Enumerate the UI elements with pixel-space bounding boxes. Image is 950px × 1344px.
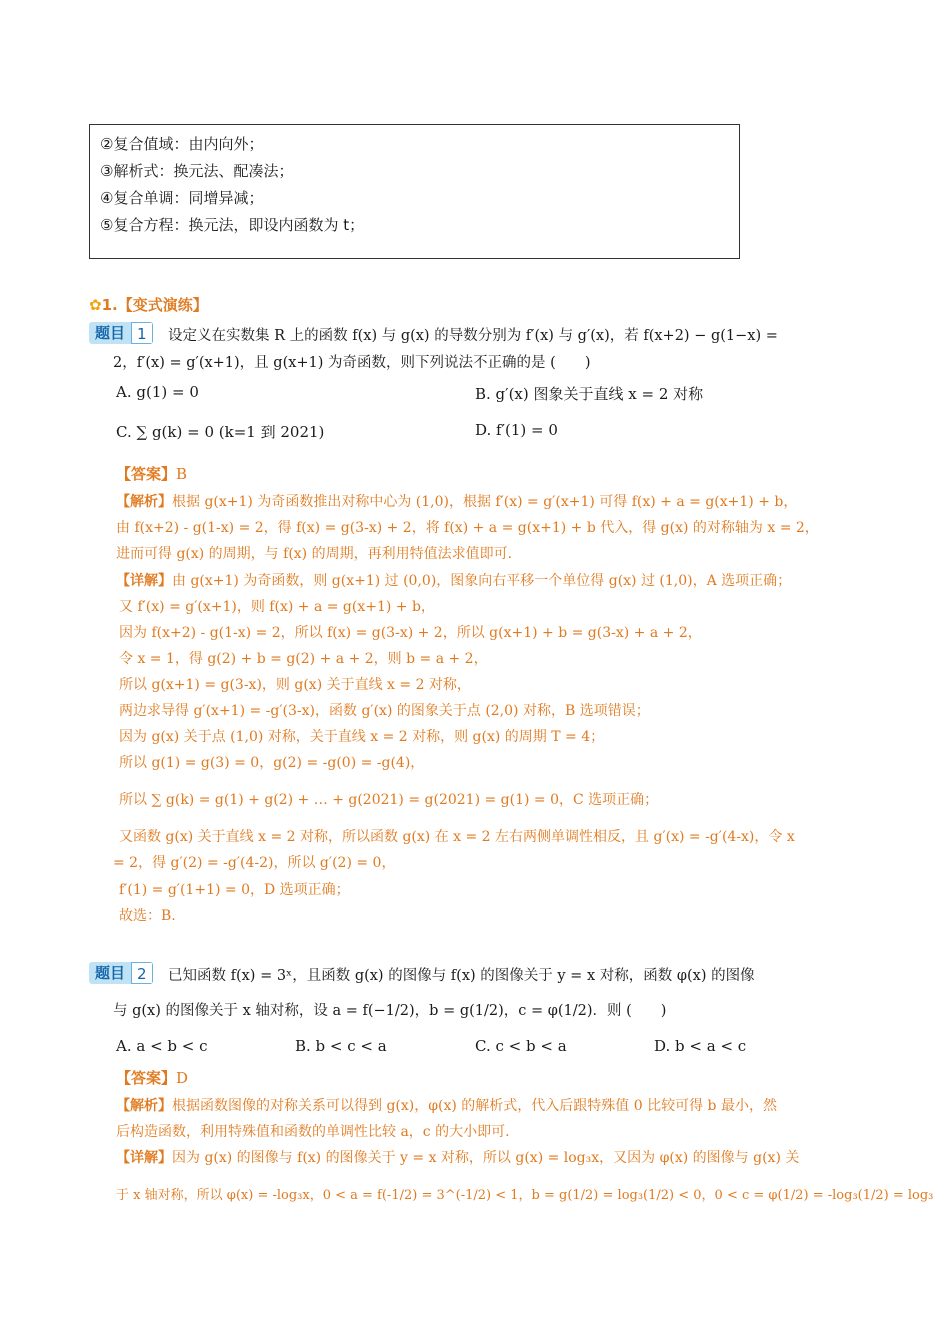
- q1-detail-line: 两边求导得 g′(x+1) = -g′(3-x)，函数 g′(x) 的图象关于点 (2,0) 对称，B 选项错误；: [119, 703, 650, 719]
- q2-stem-line: 与 g(x) 的图像关于 x 轴对称，设 a = f(−1/2)，b = g(1/2)，c = φ(1/2)．则 ( ): [113, 1003, 667, 1019]
- q1-option-b: B. g′(x) 图象关于直线 x = 2 对称: [475, 385, 704, 403]
- q1-detail-line: = 2，得 g′(2) = -g′(4-2)，所以 g′(2) = 0，: [113, 855, 396, 871]
- q1-option-d: D. f′(1) = 0: [475, 421, 558, 439]
- question-tag: [89, 322, 153, 344]
- q1-detail-line: 所以 g(1) = g(3) = 0，g(2) = -g(0) = -g(4)，: [119, 755, 425, 771]
- q1-analysis-line: 【解析】根据 g(x+1) 为奇函数推出对称中心为 (1,0)，根据 f′(x) = g′(x+1) 可得 f(x) + a = g(x+1) + b，: [116, 494, 798, 510]
- q1-option-c: C. ∑ g(k) = 0 (k=1 到 2021): [116, 423, 325, 441]
- q1-detail-line: 又函数 g(x) 关于直线 x = 2 对称，所以函数 g(x) 在 x = 2 左右两侧单调性相反，且 g′(x) = -g′(4-x)，令 x: [119, 829, 795, 845]
- q1-stem-line: 设定义在实数集 R 上的函数 f(x) 与 g(x) 的导数分别为 f′(x) 与 g′(x)，若 f(x+2) − g(1−x) =: [168, 328, 778, 344]
- q2-analysis-line: 后构造函数，利用特殊值和函数的单调性比较 a，c 的大小即可.: [116, 1124, 510, 1140]
- summary-line: ③解析式：换元法、配凑法；: [100, 162, 294, 180]
- summary-line: ④复合单调：同增异减；: [100, 189, 264, 207]
- q1-detail-line: 又 f′(x) = g′(x+1)，则 f(x) + a = g(x+1) + b，: [119, 599, 435, 615]
- q1-detail-line: 因为 f(x+2) - g(1-x) = 2，所以 f(x) = g(3-x) + 2，所以 g(x+1) + b = g(3-x) + a + 2，: [119, 625, 702, 641]
- flower-icon: ✿: [89, 296, 102, 314]
- q2-detail-line: 于 x 轴对称，所以 φ(x) = -log₃x，0 < a = f(-1/2) = 3^(-1/2) < 1，b = g(1/2) = log₃(1/2) < 0，0 < c = φ(1/2) = -log₃(1/2) = log₃: [116, 1188, 934, 1203]
- question-tag-number: 1: [131, 322, 153, 344]
- q2-detail-line: 【详解】因为 g(x) 的图像与 f(x) 的图像关于 y = x 对称，所以 g(x) = log₃x，又因为 φ(x) 的图像与 g(x) 关: [116, 1150, 800, 1166]
- q1-stem-line: 2，f′(x) = g′(x+1)，且 g(x+1) 为奇函数，则下列说法不正确的是 ( ): [113, 355, 591, 371]
- summary-line: ②复合值域：由内向外；: [100, 135, 264, 153]
- q2-answer: 【答案】D: [116, 1069, 189, 1087]
- q2-option-c: C. c < b < a: [475, 1037, 567, 1055]
- q2-option-a: A. a < b < c: [116, 1037, 208, 1055]
- q1-detail-line: 故选：B.: [119, 908, 176, 924]
- question-tag-number: 2: [131, 962, 153, 984]
- q1-detail-line: 所以 ∑ g(k) = g(1) + g(2) + … + g(2021) = g(2021) = g(1) = 0，C 选项正确；: [119, 792, 659, 808]
- q1-detail-line: 所以 g(x+1) = g(3-x)，则 g(x) 关于直线 x = 2 对称，: [119, 677, 471, 693]
- q1-detail-line: f′(1) = g′(1+1) = 0，D 选项正确；: [119, 882, 350, 898]
- summary-line: ⑤复合方程：换元法，即设内函数为 t；: [100, 216, 365, 234]
- question-tag: [89, 962, 153, 984]
- q1-answer: 【答案】B: [116, 465, 188, 483]
- q1-analysis-line: 进而可得 g(x) 的周期，与 f(x) 的周期，再利用特值法求值即可.: [116, 546, 513, 562]
- question-tag-label: 题目: [89, 962, 131, 984]
- q2-option-b: B. b < c < a: [295, 1037, 387, 1055]
- q2-stem-line: 已知函数 f(x) = 3ˣ，且函数 g(x) 的图像与 f(x) 的图像关于 y = x 对称，函数 φ(x) 的图像: [168, 968, 755, 984]
- q1-detail-line: 令 x = 1，得 g(2) + b = g(2) + a + 2，则 b = a + 2，: [119, 651, 488, 667]
- q2-analysis-line: 【解析】根据函数图像的对称关系可以得到 g(x)，φ(x) 的解析式，代入后跟特殊值 0 比较可得 b 最小，然: [116, 1098, 777, 1114]
- summary-box: [89, 124, 740, 259]
- question-tag-label: 题目: [89, 322, 131, 344]
- q2-option-d: D. b < a < c: [654, 1037, 747, 1055]
- section-title: ✿1.【变式演练】: [89, 296, 208, 314]
- q1-detail-line: 因为 g(x) 关于点 (1,0) 对称，关于直线 x = 2 对称，则 g(x) 的周期 T = 4；: [119, 729, 605, 745]
- q1-analysis-line: 由 f(x+2) - g(1-x) = 2，得 f(x) = g(3-x) + 2，将 f(x) + a = g(x+1) + b 代入，得 g(x) 的对称轴为 x = 2，: [116, 520, 819, 536]
- q1-detail-line: 【详解】由 g(x+1) 为奇函数，则 g(x+1) 过 (0,0)，图象向右平移一个单位得 g(x) 过 (1,0)，A 选项正确；: [116, 573, 792, 589]
- q1-option-a: A. g(1) = 0: [116, 383, 199, 401]
